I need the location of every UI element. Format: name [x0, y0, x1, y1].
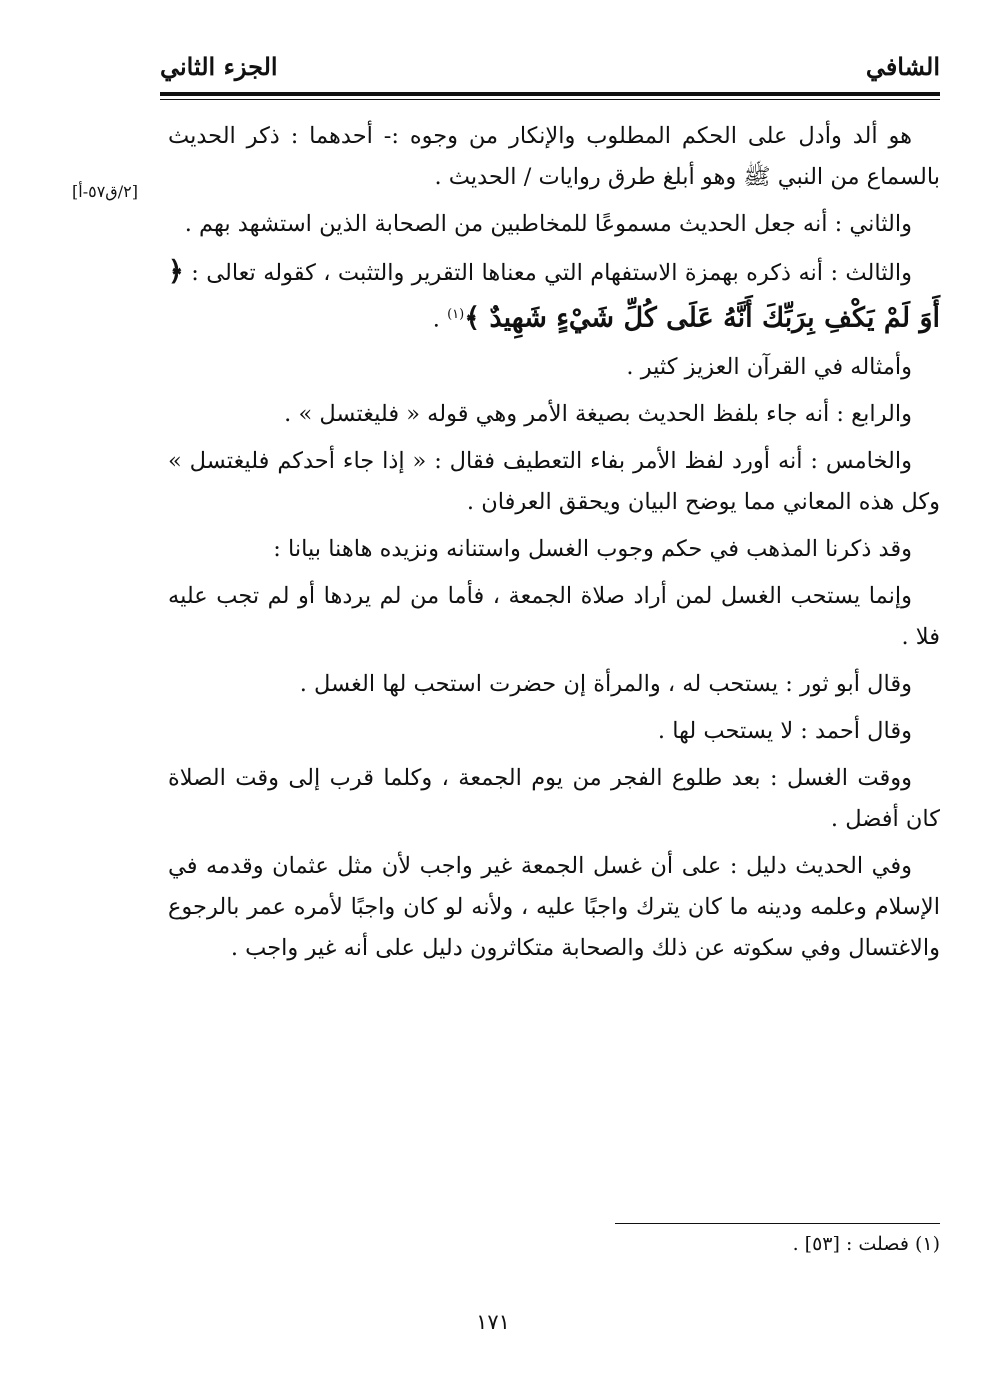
- paragraph-8: وإنما يستحب الغسل لمن أراد صلاة الجمعة ، فأما من لم يردها أو لم تجب عليه فلا .: [168, 582, 940, 650]
- header-rule-thick: [160, 92, 940, 96]
- paragraph-1: هو ألد وأدل على الحكم المطلوب والإنكار من وجوه :- أحدهما : ذكر الحديث بالسماع من النبي ﷺ وهو أبلغ طرق روايات / الحديث .: [168, 123, 940, 190]
- book-title: الشافي: [865, 52, 940, 81]
- footnote-marker[interactable]: (١): [447, 307, 465, 322]
- paragraph-10: وقال أحمد : لا يستحب لها .: [657, 717, 912, 744]
- paragraph-11: ووقت الغسل : بعد طلوع الفجر من يوم الجمعة ، وكلما قرب إلى وقت الصلاة كان أفضل .: [168, 764, 940, 832]
- paragraph-3-end: .: [432, 306, 448, 333]
- quran-verse: ﴿ أَوَ لَمْ يَكْفِ بِرَبِّكَ أَنَّهُ عَلَى كُلِّ شَيْءٍ شَهِيدٌ ﴾: [168, 256, 940, 334]
- paragraph-7: وقد ذكرنا المذهب في حكم وجوب الغسل واستنانه ونزيده هاهنا بيانا :: [273, 535, 912, 562]
- paragraph-5: والرابع : أنه جاء بلفظ الحديث بصيغة الأمر وهي قوله « فليغتسل » .: [284, 400, 912, 427]
- footnote: (١) فصلت : [٥٣] .: [792, 1233, 940, 1255]
- paragraph-4: وأمثاله في القرآن العزيز كثير .: [626, 353, 912, 380]
- manuscript-folio-note: [٢/ق٥٧-أ]: [72, 182, 138, 201]
- paragraph-9: وقال أبو ثور : يستحب له ، والمرأة إن حضرت استحب لها الغسل .: [299, 670, 912, 697]
- header-rule-thin: [160, 99, 940, 100]
- page-number: ١٧١: [476, 1310, 510, 1334]
- main-text: [168, 116, 940, 975]
- running-header: [160, 52, 940, 88]
- volume-title: الجزء الثاني: [160, 52, 278, 81]
- paragraph-12: وفي الحديث دليل : على أن غسل الجمعة غير واجب لأن مثل عثمان وقدمه في الإسلام وعلمه ودينه ما كان يترك واجبًا عليه ، ولأنه لو كان واجبًا لأمره عمر بالرجوع والاغتسال وفي سكوته عن ذلك والصحابة متكاثرون دليل على أنه غير واجب .: [168, 852, 940, 961]
- paragraph-3: [168, 251, 940, 341]
- paragraph-3-intro: والثالث : أنه ذكره بهمزة الاستفهام التي معناها التقرير والتثبت ، كقوله تعالى :: [183, 260, 912, 286]
- footnote-separator: [615, 1223, 940, 1224]
- paragraph-2: والثاني : أنه جعل الحديث مسموعًا للمخاطبين من الصحابة الذين استشهد بهم .: [184, 211, 912, 237]
- paragraph-6: والخامس : أنه أورد لفظ الأمر بفاء التعطيف فقال : « إذا جاء أحدكم فليغتسل » وكل هذه المعاني مما يوضح البيان ويحقق العرفان .: [168, 447, 940, 515]
